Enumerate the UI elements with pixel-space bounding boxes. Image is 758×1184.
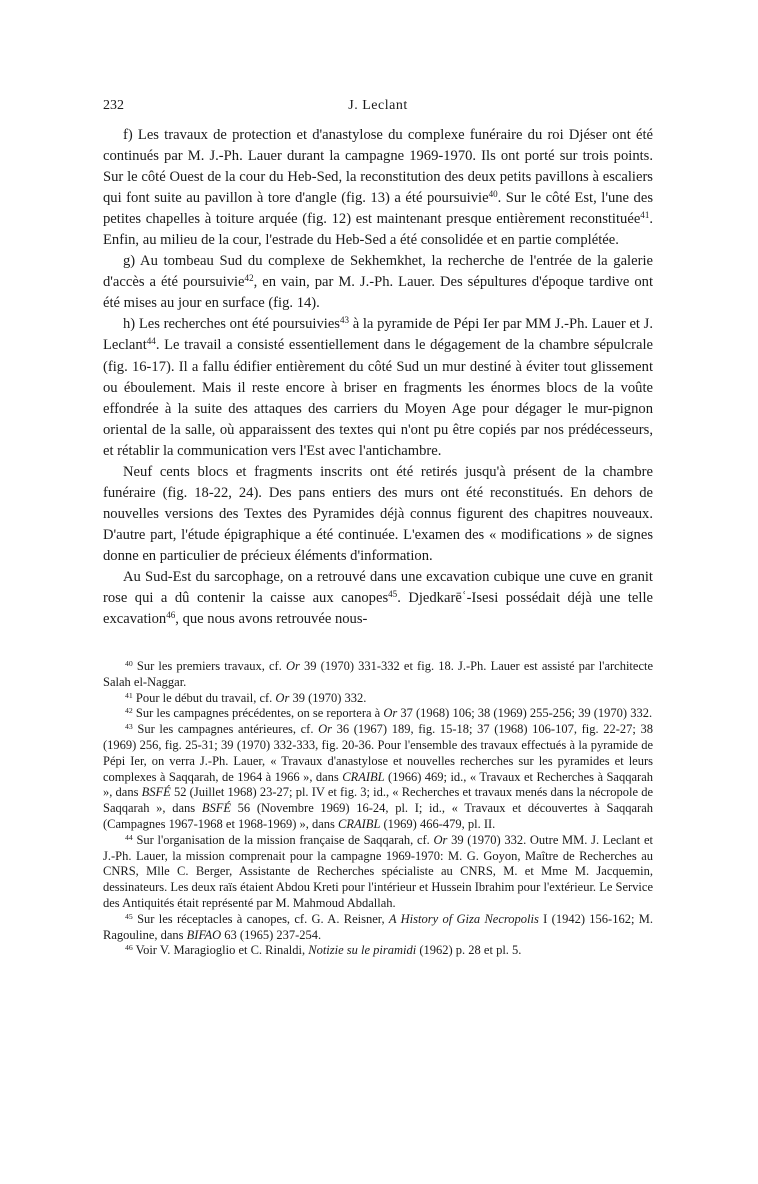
footnote-number: 46: [125, 943, 133, 953]
footnotes: [103, 659, 653, 959]
footnote: [103, 706, 653, 722]
footnote-ref: 40: [488, 189, 498, 200]
paragraph-text: . Djedkarēʿ-Isesi possédait déjà une telle excavation: [103, 590, 653, 628]
paragraph-text: , en vain, par M. J.-Ph. Lauer. Des sépultures d'époque tardive ont été mises au jour en surface (fig. 14).: [103, 274, 654, 312]
citation-title: Or: [433, 832, 448, 847]
footnote-number: 41: [125, 690, 133, 700]
footnote-ref: 45: [388, 589, 398, 600]
paragraph: [103, 125, 653, 251]
citation-title: Or: [318, 722, 332, 737]
footnote-number: 44: [125, 832, 133, 842]
footnote-text: Sur les premiers travaux, cf.: [136, 659, 286, 673]
paragraph-text: à la pyramide de Pépi Ier par MM J.-Ph. Lauer et J. Leclant: [103, 316, 653, 354]
footnote: [103, 722, 653, 833]
citation-title: Notizie su le piramidi: [308, 943, 417, 958]
footnote-text: 52 (Juillet 1968) 23-27; pl. IV et fig. 3; id., « Recherches et travaux menés dans la nécropole de Saqqarah », dans: [103, 785, 653, 816]
footnote: [103, 912, 653, 944]
footnote: [103, 833, 653, 912]
footnote-text: (1962) p. 28 et pl. 5.: [416, 943, 522, 958]
page-header: [103, 98, 653, 118]
footnote-text: Voir V. Maragioglio et C. Rinaldi,: [135, 943, 309, 958]
citation-title: CRAIBL: [338, 816, 381, 831]
footnote-text: (1966) 469; id., « Travaux et Recherches à Saqqarah », dans: [103, 769, 653, 800]
citation-title: CRAIBL: [342, 769, 385, 784]
footnote-text: Sur les campagnes antérieures, cf.: [137, 722, 319, 737]
paragraph-text: f) Les travaux de protection et d'anastylose du complexe funéraire du roi Djéser ont été continués par M. J.-Ph. Lauer durant la campagne 1969-1970. Ils ont porté sur trois points. Sur le côté Ouest de la cour du Heb-Sed, la reconstitution des deux petits pavillons à escaliers qui font suite au pavillon à tore d'angle (fig. 13) a été poursuivie: [103, 127, 653, 207]
paragraph-text: Neuf cents blocs et fragments inscrits ont été retirés jusqu'à présent de la chambre funéraire (fig. 18-22, 24). Des pans entiers des murs ont été reconstitués. En dehors de nouvelles versions des Textes des Pyramides déjà connus figurent des chapitres nouveaux. D'autre part, l'étude épigraphique a été continuée. L'examen des « modifications » de signes donne en particulier de précieux éléments d'information.: [103, 463, 653, 564]
citation-title: Or: [285, 659, 300, 673]
footnote-text: Sur les réceptacles à canopes, cf. G. A. Reisner,: [137, 911, 389, 926]
citation-title: BIFAO: [186, 927, 222, 942]
footnote-number: 40: [125, 658, 133, 668]
citation-title: Or: [275, 690, 290, 705]
footnote-ref: 41: [640, 210, 650, 221]
running-head: J. Leclant: [348, 98, 408, 113]
footnote-ref: 44: [146, 336, 156, 347]
citation-title: Or: [383, 706, 398, 721]
footnote-text: 37 (1968) 106; 38 (1969) 255-256; 39 (1970) 332.: [397, 706, 653, 721]
footnote-text: 39 (1970) 332. Outre MM. J. Leclant et J.-Ph. Lauer, la mission comprenait pour la campagne 1969-1970: M. G. Goyon, Maître de Recherches au CNRS, Mlle C. Berger, Assistante de Recherches spécialiste au CNRS, M. et Mme M. Jacquemin, dessinateurs. Les deux raïs étaient Abdou Kreti pour l'intérieur et Hussein Ibrahim pour l'extérieur. Le Service des Antiquités était représenté par M. Mahmoud Abdallah.: [103, 832, 653, 910]
body-text: [103, 125, 653, 630]
footnote-text: Sur les campagnes précédentes, on se reportera à: [135, 706, 384, 721]
paragraph-text: h) Les recherches ont été poursuivies: [123, 316, 340, 333]
paragraph-text: . Enfin, au milieu de la cour, l'estrade du Heb-Sed a été consolidée et en partie complétée.: [103, 211, 653, 249]
footnote-text: 39 (1970) 331-332 et fig. 18. J.-Ph. Lauer est assisté par l'architecte Salah el-Naggar.: [103, 659, 654, 689]
citation-title: A History of Giza Necropolis: [388, 911, 539, 926]
paragraph: [103, 462, 653, 567]
page-number: 232: [103, 98, 124, 113]
footnote-text: 56 (Novembre 1969) 16-24, pl. I; id., « Travaux et découvertes à Saqqarah (Campagnes 1967-1968 et 1968-1969) », dans: [103, 801, 654, 831]
footnote-text: (1969) 466-479, pl. II.: [380, 816, 496, 831]
footnote-text: I (1942) 156-162; M. Ragouline, dans: [103, 911, 654, 942]
footnote-ref: 43: [339, 315, 350, 326]
citation-title: BSFÉ: [201, 801, 231, 816]
footnote-number: 43: [125, 721, 133, 731]
footnote-text: 63 (1965) 237-254.: [221, 927, 322, 942]
paragraph-text: . Le travail a consisté essentiellement dans le dégagement de la chambre sépulcrale (fig. 16-17). Il a fallu édifier entièrement du côté Sud un mur destiné à éviter tout glissement ou éboulement. Mais il reste encore à briser en fragments les énormes blocs de la voûte effondrée à la suite des attaques des carriers du Moyen Age pour dégager le mur-pignon oriental de la salle, où apparaissent des textes qui n'ont pu être copiés par nos prédécesseurs, et rétablir la communication vers l'Est avec l'antichambre.: [103, 337, 653, 459]
footnote: [103, 659, 653, 691]
paragraph-text: g) Au tombeau Sud du complexe de Sekhemkhet, la recherche de l'entrée de la galerie d'accès a été poursuivie: [103, 253, 653, 291]
footnote-number: 42: [125, 706, 133, 716]
paragraph: [103, 567, 653, 630]
footnote-text: 39 (1970) 332.: [289, 690, 367, 705]
paragraph: [103, 314, 653, 461]
paragraph-text: . Sur le côté Est, l'une des petites chapelles à toiture arquée (fig. 12) est maintenant presque entièrement reconstituée: [103, 190, 654, 228]
footnote: [103, 691, 653, 707]
paragraph-text: Au Sud-Est du sarcophage, on a retrouvé dans une excavation cubique une cuve en granit rose qui a dû contenir la caisse aux canopes: [103, 568, 653, 607]
footnote: [103, 943, 653, 959]
citation-title: BSFÉ: [141, 785, 171, 800]
footnote-text: 36 (1967) 189, fig. 15-18; 37 (1968) 106-107, fig. 22-27; 38 (1969) 256, fig. 25-31; 39 (1970) 332-333, fig. 20-36. Pour l'ensemble des travaux effectués à la pyramide de Pépi Ier, on verra J.-Ph. Lauer, « Travaux d'anastylose et nouvelles recherches sur les pyramides et leurs complexes à Saqqarah, de 1964 à 1966 », dans: [103, 722, 654, 784]
footnote-text: Sur l'organisation de la mission française de Saqqarah, cf.: [136, 832, 434, 847]
footnote-text: Pour le début du travail, cf.: [135, 690, 276, 705]
paragraph: [103, 251, 653, 314]
footnote-ref: 42: [244, 273, 254, 284]
paragraph-text: , que nous avons retrouvée nous-: [175, 611, 368, 628]
footnote-ref: 46: [166, 610, 176, 621]
footnote-number: 45: [125, 911, 133, 921]
